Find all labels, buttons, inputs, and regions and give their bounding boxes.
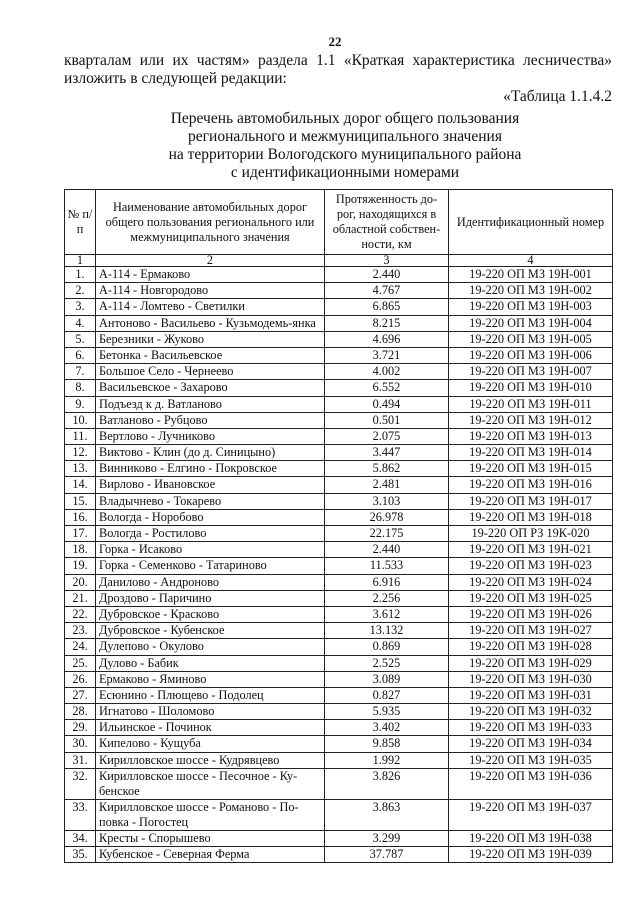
table-row — [65, 655, 613, 671]
road-name: Подъезд к д. Ватланово — [96, 396, 325, 412]
table-row — [65, 283, 613, 299]
table-row — [65, 799, 613, 830]
page-number: 22 — [328, 34, 342, 49]
roads-table — [64, 189, 613, 863]
title-line: регионального и межмуниципального значения — [188, 128, 502, 145]
road-id: 19-220 ОП МЗ 19Н-032 — [449, 704, 613, 720]
road-name: Дубровское - Красково — [96, 606, 325, 622]
road-length: 3.447 — [325, 445, 449, 461]
road-id: 19-220 ОП МЗ 19Н-001 — [449, 267, 613, 283]
row-number: 28. — [65, 704, 96, 720]
road-length: 5.862 — [325, 461, 449, 477]
road-name: Ермаково - Яминово — [96, 671, 325, 687]
road-name: Вирлово - Ивановское — [96, 477, 325, 493]
row-number: 21. — [65, 590, 96, 606]
road-length: 4.002 — [325, 364, 449, 380]
row-number: 6. — [65, 347, 96, 363]
road-id: 19-220 ОП МЗ 19Н-031 — [449, 687, 613, 703]
road-name: Горка - Семенково - Татариново — [96, 558, 325, 574]
table-row — [65, 590, 613, 606]
road-name: Данилово - Андроново — [96, 574, 325, 590]
row-number: 33. — [65, 799, 96, 830]
header-id: Идентификационный номер — [449, 190, 613, 255]
row-number: 10. — [65, 412, 96, 428]
road-length: 6.916 — [325, 574, 449, 590]
road-id: 19-220 ОП МЗ 19Н-012 — [449, 412, 613, 428]
table-row — [65, 347, 613, 363]
table-row — [65, 493, 613, 509]
road-name: Васильевское - Захарово — [96, 380, 325, 396]
road-id: 19-220 ОП МЗ 19Н-033 — [449, 720, 613, 736]
road-length: 0.501 — [325, 412, 449, 428]
road-id: 19-220 ОП МЗ 19Н-028 — [449, 639, 613, 655]
header-length: Протяженность до-рог, находящихся в областной собствен-ности, км — [325, 190, 449, 255]
header-number: № п/п — [65, 190, 96, 255]
table-row — [65, 542, 613, 558]
row-number: 13. — [65, 461, 96, 477]
road-id: 19-220 ОП МЗ 19Н-018 — [449, 509, 613, 525]
road-length: 2.075 — [325, 428, 449, 444]
road-length: 0.869 — [325, 639, 449, 655]
paragraph-line: кварталам или их частям» раздела 1.1 «Краткая характеристика лесничества» — [64, 52, 612, 69]
column-number: 4 — [449, 255, 613, 267]
road-name: Игнатово - Шоломово — [96, 704, 325, 720]
row-number: 23. — [65, 623, 96, 639]
row-number: 1. — [65, 267, 96, 283]
road-length: 3.612 — [325, 606, 449, 622]
road-name: Дулепово - Окулово — [96, 639, 325, 655]
header-row — [65, 190, 613, 255]
road-length: 3.826 — [325, 768, 449, 799]
road-length: 4.767 — [325, 283, 449, 299]
road-length: 3.299 — [325, 830, 449, 846]
road-id: 19-220 ОП МЗ 19Н-035 — [449, 752, 613, 768]
table-label: «Таблица 1.1.4.2 — [503, 88, 612, 105]
table-row — [65, 574, 613, 590]
road-length: 26.978 — [325, 509, 449, 525]
table-row — [65, 412, 613, 428]
road-id: 19-220 ОП МЗ 19Н-034 — [449, 736, 613, 752]
road-length: 2.440 — [325, 542, 449, 558]
table-row — [65, 526, 613, 542]
road-name: Вологда - Норобово — [96, 509, 325, 525]
road-id: 19-220 ОП МЗ 19Н-003 — [449, 299, 613, 315]
road-name: Кирилловское шоссе - Кудрявцево — [96, 752, 325, 768]
table-row — [65, 671, 613, 687]
row-number: 19. — [65, 558, 96, 574]
table-row — [65, 299, 613, 315]
row-number: 30. — [65, 736, 96, 752]
road-length: 4.696 — [325, 331, 449, 347]
road-name: А-114 - Ломтево - Светилки — [96, 299, 325, 315]
row-number: 14. — [65, 477, 96, 493]
column-number: 2 — [96, 255, 325, 267]
road-id: 19-220 ОП МЗ 19Н-027 — [449, 623, 613, 639]
title-line: на территории Вологодского муниципального района — [168, 146, 522, 163]
road-length: 9.858 — [325, 736, 449, 752]
column-number: 3 — [325, 255, 449, 267]
road-id: 19-220 ОП МЗ 19Н-036 — [449, 768, 613, 799]
row-number: 17. — [65, 526, 96, 542]
road-name: Есюнино - Плющево - Подолец — [96, 687, 325, 703]
column-number: 1 — [65, 255, 96, 267]
table-row — [65, 687, 613, 703]
road-length: 5.935 — [325, 704, 449, 720]
table-row — [65, 606, 613, 622]
road-id: 19-220 ОП МЗ 19Н-016 — [449, 477, 613, 493]
table-row — [65, 768, 613, 799]
road-length: 6.552 — [325, 380, 449, 396]
row-number: 22. — [65, 606, 96, 622]
table-row — [65, 752, 613, 768]
row-number: 35. — [65, 847, 96, 863]
row-number: 29. — [65, 720, 96, 736]
title-line: Перечень автомобильных дорог общего пользования — [170, 110, 520, 127]
table-row — [65, 364, 613, 380]
road-id: 19-220 ОП РЗ 19К-020 — [449, 526, 613, 542]
road-id: 19-220 ОП МЗ 19Н-007 — [449, 364, 613, 380]
road-id: 19-220 ОП МЗ 19Н-004 — [449, 315, 613, 331]
table-row — [65, 847, 613, 863]
column-number-row — [65, 255, 613, 267]
table-row — [65, 477, 613, 493]
table-row — [65, 267, 613, 283]
road-length: 3.089 — [325, 671, 449, 687]
table-row — [65, 509, 613, 525]
road-name: Владычнево - Токарево — [96, 493, 325, 509]
table-row — [65, 623, 613, 639]
row-number: 3. — [65, 299, 96, 315]
road-length: 2.256 — [325, 590, 449, 606]
row-number: 5. — [65, 331, 96, 347]
table-row — [65, 445, 613, 461]
road-length: 6.865 — [325, 299, 449, 315]
road-name: Дубровское - Кубенское — [96, 623, 325, 639]
road-name: Вологда - Ростилово — [96, 526, 325, 542]
row-number: 27. — [65, 687, 96, 703]
row-number: 16. — [65, 509, 96, 525]
row-number: 4. — [65, 315, 96, 331]
road-id: 19-220 ОП МЗ 19Н-017 — [449, 493, 613, 509]
road-name: Кирилловское шоссе - Романово - По-повка - Погостец — [96, 799, 325, 830]
row-number: 12. — [65, 445, 96, 461]
table-row — [65, 720, 613, 736]
row-number: 2. — [65, 283, 96, 299]
road-id: 19-220 ОП МЗ 19Н-025 — [449, 590, 613, 606]
row-number: 24. — [65, 639, 96, 655]
row-number: 25. — [65, 655, 96, 671]
table-row — [65, 704, 613, 720]
road-length: 0.494 — [325, 396, 449, 412]
road-name: Кубенское - Северная Ферма — [96, 847, 325, 863]
road-name: Винниково - Елгино - Покровское — [96, 461, 325, 477]
table-title — [64, 110, 626, 182]
road-name: Кресты - Спорышево — [96, 830, 325, 846]
road-length: 3.103 — [325, 493, 449, 509]
table-row — [65, 315, 613, 331]
road-id: 19-220 ОП МЗ 19Н-029 — [449, 655, 613, 671]
road-length: 2.481 — [325, 477, 449, 493]
road-name: Бетонка - Васильевское — [96, 347, 325, 363]
road-length: 0.827 — [325, 687, 449, 703]
road-name: Вертлово - Лучниково — [96, 428, 325, 444]
road-id: 19-220 ОП МЗ 19Н-030 — [449, 671, 613, 687]
road-length: 2.525 — [325, 655, 449, 671]
title-line: с идентификационными номерами — [230, 164, 460, 181]
road-id: 19-220 ОП МЗ 19Н-024 — [449, 574, 613, 590]
table-row — [65, 558, 613, 574]
row-number: 26. — [65, 671, 96, 687]
row-number: 15. — [65, 493, 96, 509]
road-id: 19-220 ОП МЗ 19Н-037 — [449, 799, 613, 830]
road-id: 19-220 ОП МЗ 19Н-021 — [449, 542, 613, 558]
road-name: Кипелово - Кущуба — [96, 736, 325, 752]
road-id: 19-220 ОП МЗ 19Н-002 — [449, 283, 613, 299]
road-id: 19-220 ОП МЗ 19Н-023 — [449, 558, 613, 574]
road-length: 3.863 — [325, 799, 449, 830]
road-name: Антоново - Васильево - Кузьмодемь-янка — [96, 315, 325, 331]
road-name: Дроздово - Паричино — [96, 590, 325, 606]
road-name: Горка - Исаково — [96, 542, 325, 558]
table-row — [65, 461, 613, 477]
row-number: 20. — [65, 574, 96, 590]
road-id: 19-220 ОП МЗ 19Н-013 — [449, 428, 613, 444]
row-number: 9. — [65, 396, 96, 412]
road-id: 19-220 ОП МЗ 19Н-010 — [449, 380, 613, 396]
road-length: 2.440 — [325, 267, 449, 283]
row-number: 7. — [65, 364, 96, 380]
row-number: 31. — [65, 752, 96, 768]
road-length: 22.175 — [325, 526, 449, 542]
paragraph-line: изложить в следующей редакции: — [64, 70, 287, 87]
table-row — [65, 331, 613, 347]
road-name: Ильинское - Починок — [96, 720, 325, 736]
road-name: Ватланово - Рубцово — [96, 412, 325, 428]
table-row — [65, 639, 613, 655]
road-length: 11.533 — [325, 558, 449, 574]
road-name: Березники - Жуково — [96, 331, 325, 347]
road-length: 1.992 — [325, 752, 449, 768]
road-length: 8.215 — [325, 315, 449, 331]
road-length: 3.402 — [325, 720, 449, 736]
row-number: 34. — [65, 830, 96, 846]
road-id: 19-220 ОП МЗ 19Н-026 — [449, 606, 613, 622]
road-id: 19-220 ОП МЗ 19Н-005 — [449, 331, 613, 347]
table-row — [65, 830, 613, 846]
row-number: 8. — [65, 380, 96, 396]
road-id: 19-220 ОП МЗ 19Н-014 — [449, 445, 613, 461]
road-name: Виктово - Клин (до д. Синицыно) — [96, 445, 325, 461]
row-number: 11. — [65, 428, 96, 444]
road-length: 37.787 — [325, 847, 449, 863]
road-name: Кирилловское шоссе - Песочное - Ку-бенское — [96, 768, 325, 799]
row-number: 32. — [65, 768, 96, 799]
road-id: 19-220 ОП МЗ 19Н-039 — [449, 847, 613, 863]
table-row — [65, 736, 613, 752]
road-name: Дулово - Бабик — [96, 655, 325, 671]
table-row — [65, 396, 613, 412]
table-row — [65, 380, 613, 396]
road-name: Большое Село - Чернеево — [96, 364, 325, 380]
road-name: А-114 - Ермаково — [96, 267, 325, 283]
header-name: Наименование автомобильных дорог общего пользования регионального или межмуниципального значения — [96, 190, 325, 255]
road-id: 19-220 ОП МЗ 19Н-011 — [449, 396, 613, 412]
road-id: 19-220 ОП МЗ 19Н-038 — [449, 830, 613, 846]
road-id: 19-220 ОП МЗ 19Н-006 — [449, 347, 613, 363]
road-id: 19-220 ОП МЗ 19Н-015 — [449, 461, 613, 477]
intro-paragraph — [64, 52, 612, 88]
road-name: А-114 - Новгородово — [96, 283, 325, 299]
row-number: 18. — [65, 542, 96, 558]
road-length: 3.721 — [325, 347, 449, 363]
road-length: 13.132 — [325, 623, 449, 639]
table-row — [65, 428, 613, 444]
